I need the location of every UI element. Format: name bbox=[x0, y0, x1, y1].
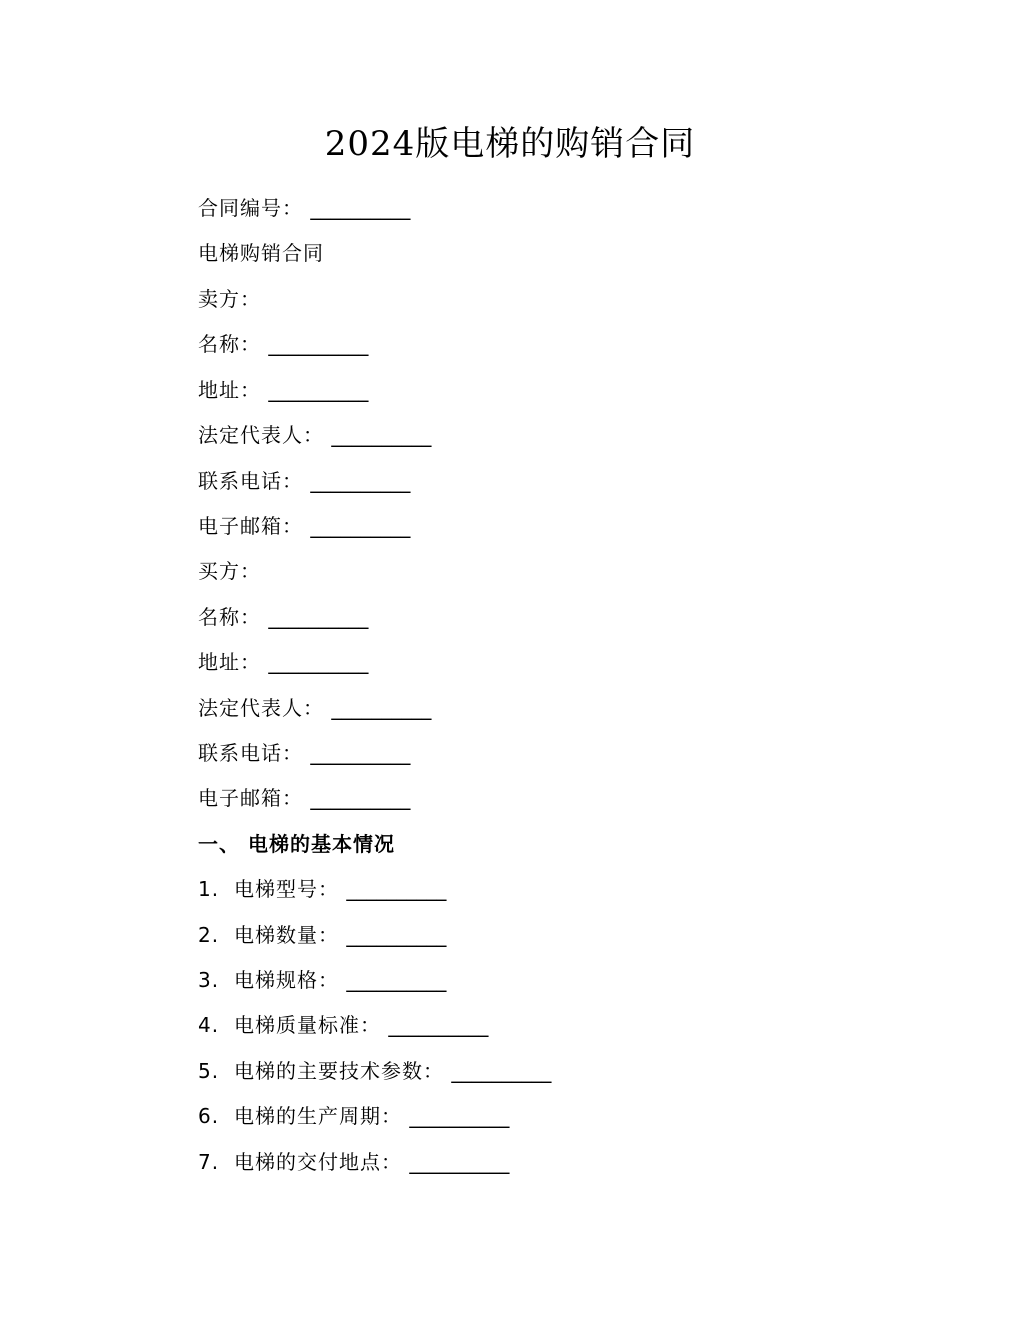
item-number: 5. bbox=[198, 1059, 220, 1083]
buyer-address-field bbox=[198, 649, 368, 675]
item-blank: __________ bbox=[388, 1013, 489, 1037]
seller-email-field bbox=[198, 513, 410, 539]
buyer-phone-label: 联系电话： bbox=[198, 741, 303, 765]
seller-name-blank: __________ bbox=[268, 332, 369, 356]
buyer-email-blank: __________ bbox=[310, 786, 411, 810]
section-1-item bbox=[198, 1058, 551, 1084]
item-label: 电梯数量： bbox=[234, 923, 339, 947]
item-number: 4. bbox=[198, 1013, 220, 1037]
item-blank: __________ bbox=[451, 1059, 552, 1083]
contract-number-blank: __________ bbox=[310, 196, 411, 220]
buyer-legal-rep-field bbox=[198, 695, 431, 721]
seller-heading: 卖方： bbox=[198, 287, 261, 311]
item-blank: __________ bbox=[346, 968, 447, 992]
buyer-phone-blank: __________ bbox=[310, 741, 411, 765]
item-number: 2. bbox=[198, 923, 220, 947]
item-label: 电梯质量标准： bbox=[234, 1013, 381, 1037]
seller-address-label: 地址： bbox=[198, 378, 261, 402]
buyer-heading: 买方： bbox=[198, 559, 261, 583]
item-number: 1. bbox=[198, 877, 220, 901]
seller-legal-rep-label: 法定代表人： bbox=[198, 423, 324, 447]
item-blank: __________ bbox=[409, 1104, 510, 1128]
section-1-item bbox=[198, 1103, 509, 1129]
section-1-heading: 一、 电梯的基本情况 bbox=[198, 832, 395, 856]
buyer-name-field bbox=[198, 604, 368, 630]
section-1-item bbox=[198, 922, 446, 948]
buyer-legal-rep-label: 法定代表人： bbox=[198, 696, 324, 720]
buyer-name-blank: __________ bbox=[268, 605, 369, 629]
seller-legal-rep-blank: __________ bbox=[331, 423, 432, 447]
seller-phone-label: 联系电话： bbox=[198, 469, 303, 493]
item-number: 3. bbox=[198, 968, 220, 992]
document-title: 2024版电梯的购销合同 bbox=[324, 124, 696, 164]
seller-legal-rep-field bbox=[198, 422, 431, 448]
item-number: 7. bbox=[198, 1150, 220, 1174]
item-label: 电梯的交付地点： bbox=[234, 1150, 402, 1174]
item-label: 电梯的主要技术参数： bbox=[234, 1059, 444, 1083]
item-label: 电梯型号： bbox=[234, 877, 339, 901]
buyer-name-label: 名称： bbox=[198, 605, 261, 629]
buyer-address-blank: __________ bbox=[268, 650, 369, 674]
item-blank: __________ bbox=[346, 877, 447, 901]
buyer-phone-field bbox=[198, 740, 410, 766]
seller-address-field bbox=[198, 377, 368, 403]
item-blank: __________ bbox=[346, 923, 447, 947]
contract-number-label: 合同编号： bbox=[198, 196, 303, 220]
section-1-item bbox=[198, 876, 446, 902]
contract-number-field bbox=[198, 195, 410, 221]
section-1-item bbox=[198, 1149, 509, 1175]
buyer-email-label: 电子邮箱： bbox=[198, 786, 303, 810]
item-label: 电梯的生产周期： bbox=[234, 1104, 402, 1128]
section-1-item bbox=[198, 1012, 488, 1038]
seller-name-field bbox=[198, 331, 368, 357]
item-label: 电梯规格： bbox=[234, 968, 339, 992]
section-1-item bbox=[198, 967, 446, 993]
subtitle: 电梯购销合同 bbox=[198, 241, 324, 265]
seller-email-blank: __________ bbox=[310, 514, 411, 538]
buyer-legal-rep-blank: __________ bbox=[331, 696, 432, 720]
seller-email-label: 电子邮箱： bbox=[198, 514, 303, 538]
seller-phone-field bbox=[198, 468, 410, 494]
item-number: 6. bbox=[198, 1104, 220, 1128]
buyer-address-label: 地址： bbox=[198, 650, 261, 674]
seller-name-label: 名称： bbox=[198, 332, 261, 356]
seller-address-blank: __________ bbox=[268, 378, 369, 402]
buyer-email-field bbox=[198, 785, 410, 811]
seller-phone-blank: __________ bbox=[310, 469, 411, 493]
item-blank: __________ bbox=[409, 1150, 510, 1174]
